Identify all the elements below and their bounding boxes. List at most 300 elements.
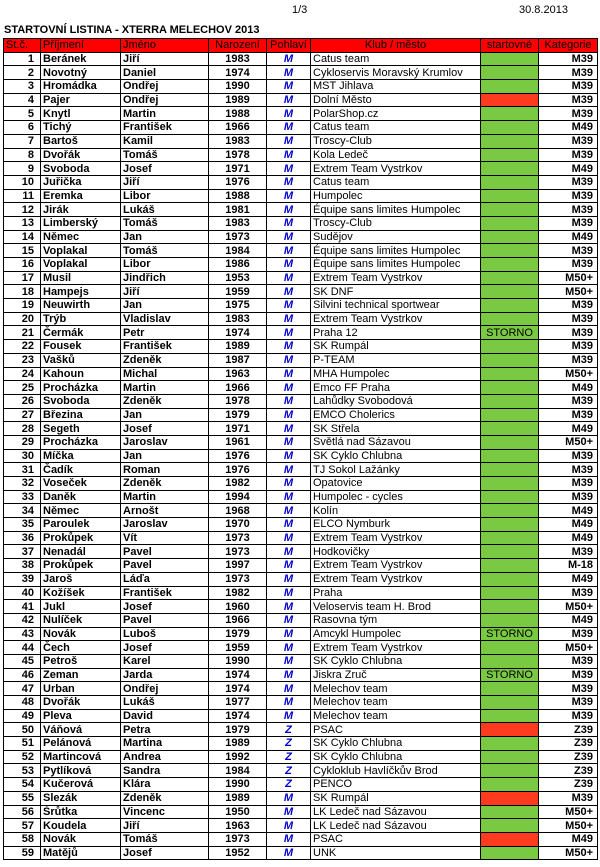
cell-fee-status [481,107,539,121]
cell-category: M49 [539,518,598,532]
cell-number: 34 [4,504,41,518]
cell-number: 25 [4,381,41,395]
cell-birth-year: 1974 [209,682,267,696]
cell-surname: Beránek [41,52,121,66]
cell-birth-year: 1983 [209,216,267,230]
document-title: STARTOVNÍ LISTINA - XTERRA MELECHOV 2013 [4,24,260,36]
cell-category: Z39 [539,723,598,737]
cell-firstname: Michal [121,367,209,381]
table-row [4,367,598,381]
cell-category: M39 [539,463,598,477]
cell-fee-status [481,586,539,600]
cell-surname: Jukl [41,600,121,614]
cell-sex: M [267,52,311,66]
cell-club: Praha 12 [311,326,481,340]
cell-category: Z39 [539,750,598,764]
table-row [4,600,598,614]
cell-fee-status: STORNO [481,627,539,641]
cell-firstname: Zdeněk [121,477,209,491]
table-row [4,572,598,586]
cell-surname: Pajer [41,93,121,107]
table-row [4,832,598,846]
cell-fee-status [481,504,539,518]
cell-surname: Novák [41,832,121,846]
cell-sex: M [267,518,311,532]
cell-category: M39 [539,203,598,217]
cell-sex: M [267,477,311,491]
cell-firstname: Luboš [121,627,209,641]
cell-surname: Daněk [41,490,121,504]
cell-club: Extrem Team Vystrkov [311,162,481,176]
cell-surname: Martincová [41,750,121,764]
cell-firstname: Zdeněk [121,791,209,805]
cell-number: 36 [4,531,41,545]
cell-fee-status [481,641,539,655]
cell-number: 23 [4,353,41,367]
cell-surname: Váňová [41,723,121,737]
cell-category: M39 [539,175,598,189]
cell-birth-year: 1979 [209,627,267,641]
cell-surname: Bartoš [41,134,121,148]
cell-fee-status [481,52,539,66]
cell-sex: M [267,805,311,819]
cell-birth-year: 1950 [209,805,267,819]
cell-surname: Musil [41,271,121,285]
cell-birth-year: 1983 [209,52,267,66]
cell-category: M50+ [539,846,598,860]
cell-category: M39 [539,326,598,340]
cell-birth-year: 1959 [209,285,267,299]
table-row [4,258,598,272]
cell-surname: Kučerová [41,778,121,792]
cell-sex: M [267,326,311,340]
cell-birth-year: 1976 [209,175,267,189]
cell-number: 43 [4,627,41,641]
cell-fee-status [481,572,539,586]
table-row [4,381,598,395]
cell-category: M39 [539,668,598,682]
cell-sex: M [267,340,311,354]
cell-firstname: František [121,586,209,600]
cell-birth-year: 1989 [209,737,267,751]
cell-firstname: Jarda [121,668,209,682]
cell-birth-year: 1978 [209,148,267,162]
cell-fee-status [481,230,539,244]
cell-sex: M [267,299,311,313]
cell-fee-status [481,737,539,751]
cell-sex: M [267,216,311,230]
cell-club: Melechov team [311,709,481,723]
cell-birth-year: 1975 [209,299,267,313]
cell-sex: M [267,312,311,326]
start-list-table [3,38,598,860]
cell-birth-year: 1977 [209,696,267,710]
cell-fee-status [481,477,539,491]
cell-surname: Němec [41,504,121,518]
cell-birth-year: 1990 [209,80,267,94]
cell-category: M39 [539,696,598,710]
cell-number: 51 [4,737,41,751]
table-row [4,148,598,162]
cell-fee-status [481,394,539,408]
cell-surname: Eremka [41,189,121,203]
cell-surname: Fousek [41,340,121,354]
cell-birth-year: 1973 [209,572,267,586]
cell-firstname: Jan [121,230,209,244]
cell-birth-year: 1990 [209,778,267,792]
cell-category: M39 [539,490,598,504]
cell-number: 9 [4,162,41,176]
cell-birth-year: 1979 [209,408,267,422]
cell-sex: M [267,258,311,272]
cell-fee-status [481,121,539,135]
cell-club: Světlá nad Sázavou [311,435,481,449]
cell-fee-status [481,600,539,614]
cell-birth-year: 1984 [209,244,267,258]
cell-category: M39 [539,66,598,80]
cell-club: Amcykl Humpolec [311,627,481,641]
cell-number: 13 [4,216,41,230]
cell-number: 44 [4,641,41,655]
cell-sex: M [267,66,311,80]
cell-club: EMCO Cholerics [311,408,481,422]
cell-birth-year: 1966 [209,613,267,627]
cell-firstname: František [121,340,209,354]
col-header-firstname: Jméno [121,39,209,53]
cell-club: Emco FF Praha [311,381,481,395]
cell-birth-year: 1974 [209,668,267,682]
cell-club: PSAC [311,723,481,737]
cell-birth-year: 1989 [209,340,267,354]
cell-firstname: Ondřej [121,93,209,107]
cell-fee-status [481,654,539,668]
cell-surname: Březina [41,408,121,422]
cell-birth-year: 1966 [209,121,267,135]
cell-surname: Tichý [41,121,121,135]
cell-club: MHA Humpolec [311,367,481,381]
cell-sex: M [267,545,311,559]
cell-firstname: Jaroslav [121,518,209,532]
col-header-category: Kategorie [539,39,598,53]
cell-number: 57 [4,819,41,833]
cell-club: Extrem Team Vystrkov [311,271,481,285]
cell-club: SK Cyklo Chlubna [311,654,481,668]
cell-club: SK Cyklo Chlubna [311,449,481,463]
cell-category: M39 [539,545,598,559]
col-header-surname: Příjmení [41,39,121,53]
cell-firstname: Zdeněk [121,394,209,408]
cell-birth-year: 1970 [209,518,267,532]
cell-fee-status [481,189,539,203]
cell-surname: Nenadál [41,545,121,559]
table-row [4,750,598,764]
cell-number: 28 [4,422,41,436]
cell-number: 56 [4,805,41,819]
cell-fee-status [481,435,539,449]
cell-category: M39 [539,477,598,491]
cell-firstname: Libor [121,258,209,272]
table-row [4,627,598,641]
cell-club: Équipe sans limites Humpolec [311,258,481,272]
cell-club: Équipe sans limites Humpolec [311,203,481,217]
table-row [4,504,598,518]
cell-birth-year: 1963 [209,367,267,381]
cell-sex: M [267,353,311,367]
cell-number: 7 [4,134,41,148]
table-row [4,216,598,230]
table-row [4,134,598,148]
cell-firstname: Jiří [121,175,209,189]
cell-sex: M [267,641,311,655]
cell-firstname: Láďa [121,572,209,586]
cell-club: LK Ledeč nad Sázavou [311,819,481,833]
cell-birth-year: 1968 [209,504,267,518]
table-row [4,477,598,491]
cell-surname: Paroulek [41,518,121,532]
table-row [4,326,598,340]
cell-sex: M [267,791,311,805]
cell-category: M50+ [539,435,598,449]
cell-surname: Segeth [41,422,121,436]
cell-club: Sudějov [311,230,481,244]
cell-category: M39 [539,80,598,94]
cell-surname: Voseček [41,477,121,491]
cell-sex: M [267,367,311,381]
cell-birth-year: 1971 [209,422,267,436]
cell-sex: Z [267,778,311,792]
cell-number: 37 [4,545,41,559]
cell-fee-status [481,531,539,545]
cell-category: M39 [539,93,598,107]
cell-firstname: David [121,709,209,723]
cell-birth-year: 1961 [209,435,267,449]
table-row [4,353,598,367]
cell-club: Extrem Team Vystrkov [311,572,481,586]
cell-club: Troscy-Club [311,134,481,148]
cell-fee-status [481,422,539,436]
cell-sex: M [267,846,311,860]
cell-number: 58 [4,832,41,846]
cell-sex: M [267,189,311,203]
cell-birth-year: 1953 [209,271,267,285]
cell-sex: M [267,668,311,682]
cell-sex: M [267,93,311,107]
cell-sex: M [267,490,311,504]
cell-firstname: Andrea [121,750,209,764]
cell-category: M39 [539,258,598,272]
col-header-birth: Narození [209,39,267,53]
cell-surname: Dvořák [41,148,121,162]
cell-birth-year: 1992 [209,750,267,764]
cell-birth-year: 1986 [209,258,267,272]
cell-club: SK Rumpál [311,791,481,805]
cell-fee-status [481,490,539,504]
cell-firstname: Josef [121,641,209,655]
cell-firstname: Vincenc [121,805,209,819]
cell-firstname: Karel [121,654,209,668]
cell-club: Praha [311,586,481,600]
cell-category: M50+ [539,367,598,381]
col-header-club: Klub / město [311,39,481,53]
cell-number: 45 [4,654,41,668]
cell-club: Lahůdky Svobodová [311,394,481,408]
cell-sex: M [267,586,311,600]
cell-firstname: Josef [121,846,209,860]
cell-firstname: Petra [121,723,209,737]
cell-birth-year: 1997 [209,559,267,573]
table-row [4,641,598,655]
cell-firstname: Pavel [121,559,209,573]
table-row [4,696,598,710]
table-row [4,613,598,627]
document-date: 30.8.2013 [519,4,568,16]
cell-surname: Čadík [41,463,121,477]
table-row [4,449,598,463]
cell-surname: Vašků [41,353,121,367]
cell-firstname: Daniel [121,66,209,80]
cell-number: 18 [4,285,41,299]
cell-birth-year: 1973 [209,230,267,244]
cell-firstname: Jan [121,408,209,422]
cell-number: 17 [4,271,41,285]
cell-number: 22 [4,340,41,354]
cell-sex: M [267,121,311,135]
table-row [4,737,598,751]
cell-sex: Z [267,737,311,751]
cell-club: LK Ledeč nad Sázavou [311,805,481,819]
table-row [4,668,598,682]
cell-fee-status [481,709,539,723]
cell-number: 26 [4,394,41,408]
cell-birth-year: 1952 [209,846,267,860]
table-row [4,394,598,408]
cell-firstname: Tomáš [121,244,209,258]
cell-surname: Kožíšek [41,586,121,600]
cell-fee-status [481,381,539,395]
cell-fee-status [481,805,539,819]
cell-firstname: Jan [121,449,209,463]
table-row [4,805,598,819]
cell-category: M39 [539,312,598,326]
cell-number: 41 [4,600,41,614]
cell-sex: M [267,682,311,696]
cell-number: 38 [4,559,41,573]
cell-sex: M [267,559,311,573]
cell-birth-year: 1990 [209,654,267,668]
cell-category: M49 [539,121,598,135]
cell-category: M50+ [539,600,598,614]
cell-sex: M [267,107,311,121]
cell-fee-status [481,162,539,176]
cell-number: 47 [4,682,41,696]
cell-number: 3 [4,80,41,94]
cell-club: Catus team [311,52,481,66]
cell-firstname: Vladislav [121,312,209,326]
cell-club: PolarShop.cz [311,107,481,121]
cell-surname: Petroš [41,654,121,668]
table-row [4,340,598,354]
table-row [4,791,598,805]
cell-category: M39 [539,408,598,422]
cell-fee-status [481,819,539,833]
table-row [4,422,598,436]
cell-category: M39 [539,682,598,696]
cell-fee-status [481,682,539,696]
cell-firstname: Roman [121,463,209,477]
cell-fee-status [481,80,539,94]
cell-number: 30 [4,449,41,463]
cell-category: M50+ [539,805,598,819]
cell-club: SK Cyklo Chlubna [311,737,481,751]
cell-number: 11 [4,189,41,203]
table-row [4,203,598,217]
cell-category: M39 [539,340,598,354]
cell-number: 12 [4,203,41,217]
cell-fee-status [481,764,539,778]
cell-birth-year: 1994 [209,490,267,504]
cell-firstname: Lukáš [121,203,209,217]
cell-surname: Neuwirth [41,299,121,313]
cell-number: 8 [4,148,41,162]
cell-club: Équipe sans limites Humpolec [311,244,481,258]
cell-birth-year: 1979 [209,723,267,737]
cell-number: 16 [4,258,41,272]
cell-number: 53 [4,764,41,778]
cell-number: 42 [4,613,41,627]
cell-category: M-18 [539,559,598,573]
cell-firstname: Jiří [121,52,209,66]
cell-surname: Hromádka [41,80,121,94]
cell-category: M39 [539,52,598,66]
table-row [4,846,598,860]
cell-fee-status [481,846,539,860]
cell-fee-status [481,175,539,189]
table-row [4,463,598,477]
cell-surname: Svoboda [41,162,121,176]
cell-birth-year: 1971 [209,162,267,176]
cell-firstname: Tomáš [121,832,209,846]
table-body [4,52,598,860]
cell-fee-status [481,518,539,532]
cell-category: M39 [539,586,598,600]
table-row [4,244,598,258]
cell-category: M39 [539,353,598,367]
cell-surname: Čech [41,641,121,655]
cell-fee-status [481,832,539,846]
cell-club: Humpolec - cycles [311,490,481,504]
cell-club: Kola Ledeč [311,148,481,162]
cell-surname: Dvořák [41,696,121,710]
table-row [4,52,598,66]
cell-surname: Čermák [41,326,121,340]
cell-surname: Novák [41,627,121,641]
cell-fee-status [481,791,539,805]
cell-club: Dolní Město [311,93,481,107]
cell-sex: M [267,230,311,244]
cell-category: M39 [539,134,598,148]
cell-sex: M [267,463,311,477]
cell-sex: M [267,435,311,449]
table-row [4,490,598,504]
cell-number: 15 [4,244,41,258]
cell-sex: M [267,285,311,299]
cell-category: M39 [539,709,598,723]
table-row [4,299,598,313]
cell-surname: Pytlíková [41,764,121,778]
cell-club: Extrem Team Vystrkov [311,531,481,545]
cell-number: 6 [4,121,41,135]
cell-club: MST Jihlava [311,80,481,94]
